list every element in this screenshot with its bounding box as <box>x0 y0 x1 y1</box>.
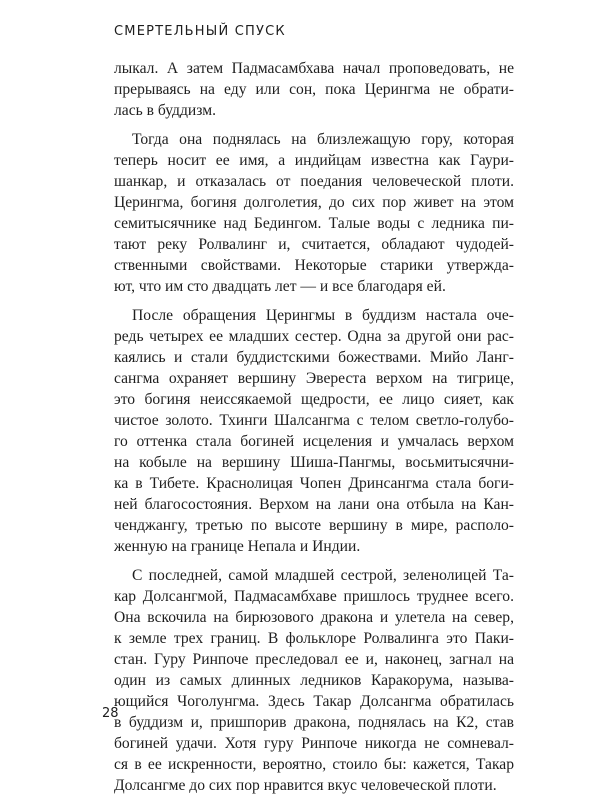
text-line: ка в Тибете. Краснолицая Чопен Дринсангма стала боги- <box>114 475 514 492</box>
text-line: женную на границе Непала и Индии. <box>114 538 361 555</box>
text-line: стан. Гуру Ринпоче преследовал ее и, наконец, загнал на <box>114 651 514 668</box>
text-line: ней благосостояния. Верхом на лани она отбыла на Кан- <box>114 496 514 513</box>
text-line: ся в ее искренности, вероятно, стоило бы: кажется, Такар <box>114 756 514 773</box>
text-line: один из самых длинных ледников Каракорума, называ- <box>114 672 514 689</box>
text-line: ченджангу, третью по высоте вершину в мире, располо- <box>114 517 514 534</box>
text-line: чистое золото. Тхинги Шалсангма с телом светло-голубо- <box>114 412 514 429</box>
text-line: сангма охраняет вершину Эвереста верхом на тигрице, <box>114 370 514 387</box>
text-line: шанкар, и отказалась от поедания человеческой плоти. <box>114 173 514 190</box>
body-text <box>114 58 514 796</box>
text-line: Она вскочила на бирюзового дракона и улетела на север, <box>114 609 514 626</box>
text-line: редь четырех ее младших сестер. Одна за другой они рас- <box>114 328 514 345</box>
text-line: После обращения Церингмы в буддизм настала оче- <box>132 307 514 324</box>
text-line: ют, что им сто двадцать лет — и все благодаря ей. <box>114 278 446 295</box>
text-line: ственными свойствами. Некоторые старики утверждa- <box>114 257 514 274</box>
text-line: лась в буддизм. <box>114 102 216 119</box>
text-line: Долсангме до сих пор нравится вкус человеческой плоти. <box>114 777 497 794</box>
text-line: это богиня неиссякаемой щедрости, ее лицо сияет, как <box>114 391 514 408</box>
text-line: каялись и стали буддистскими божествами. Мийо Ланг- <box>114 349 514 366</box>
running-head: СМЕРТЕЛЬНЫЙ СПУСК <box>114 24 286 39</box>
text-line: го оттенка стала богиней исцеления и умчалась верхом <box>114 433 514 450</box>
text-line: Церингма, богиня долголетия, до сих пор живет на этом <box>114 194 514 211</box>
text-line: тают реку Ролвалинг и, считается, обладают чудодей- <box>114 236 514 253</box>
text-line: кар Долсангмой, Падмасамбхаве пришлось труднее всего. <box>114 588 514 605</box>
text-line: ющийся Чоголунгма. Здесь Такар Долсангма обратилась <box>114 693 514 710</box>
text-line: в буддизм и, пришпорив дракона, поднялась на К2, став <box>114 714 514 731</box>
text-line: теперь носит ее имя, а индийцам известна как Гаури- <box>114 152 514 169</box>
text-line: прерываясь на еду или сон, пока Церингма не обрати- <box>114 81 514 98</box>
text-line: лыкал. А затем Падмасамбхава начал проповедовать, не <box>114 60 514 77</box>
text-line: на кобыле на вершину Шиша-Пангмы, восьмитысячни- <box>114 454 514 471</box>
page-number: 28 <box>102 706 119 721</box>
text-line: богиней удачи. Хотя гуру Ринпоче никогда не сомневал- <box>114 735 514 752</box>
text-line: семитысячнике над Бедингом. Талые воды с ледника пи- <box>114 215 514 232</box>
text-line: Тогда она поднялась на близлежащую гору, которая <box>132 131 514 148</box>
text-line: к земле трех границ. В фольклоре Ролвалинга это Паки- <box>114 630 514 647</box>
text-line: С последней, самой младшей сестрой, зеленолицей Та- <box>132 567 514 584</box>
